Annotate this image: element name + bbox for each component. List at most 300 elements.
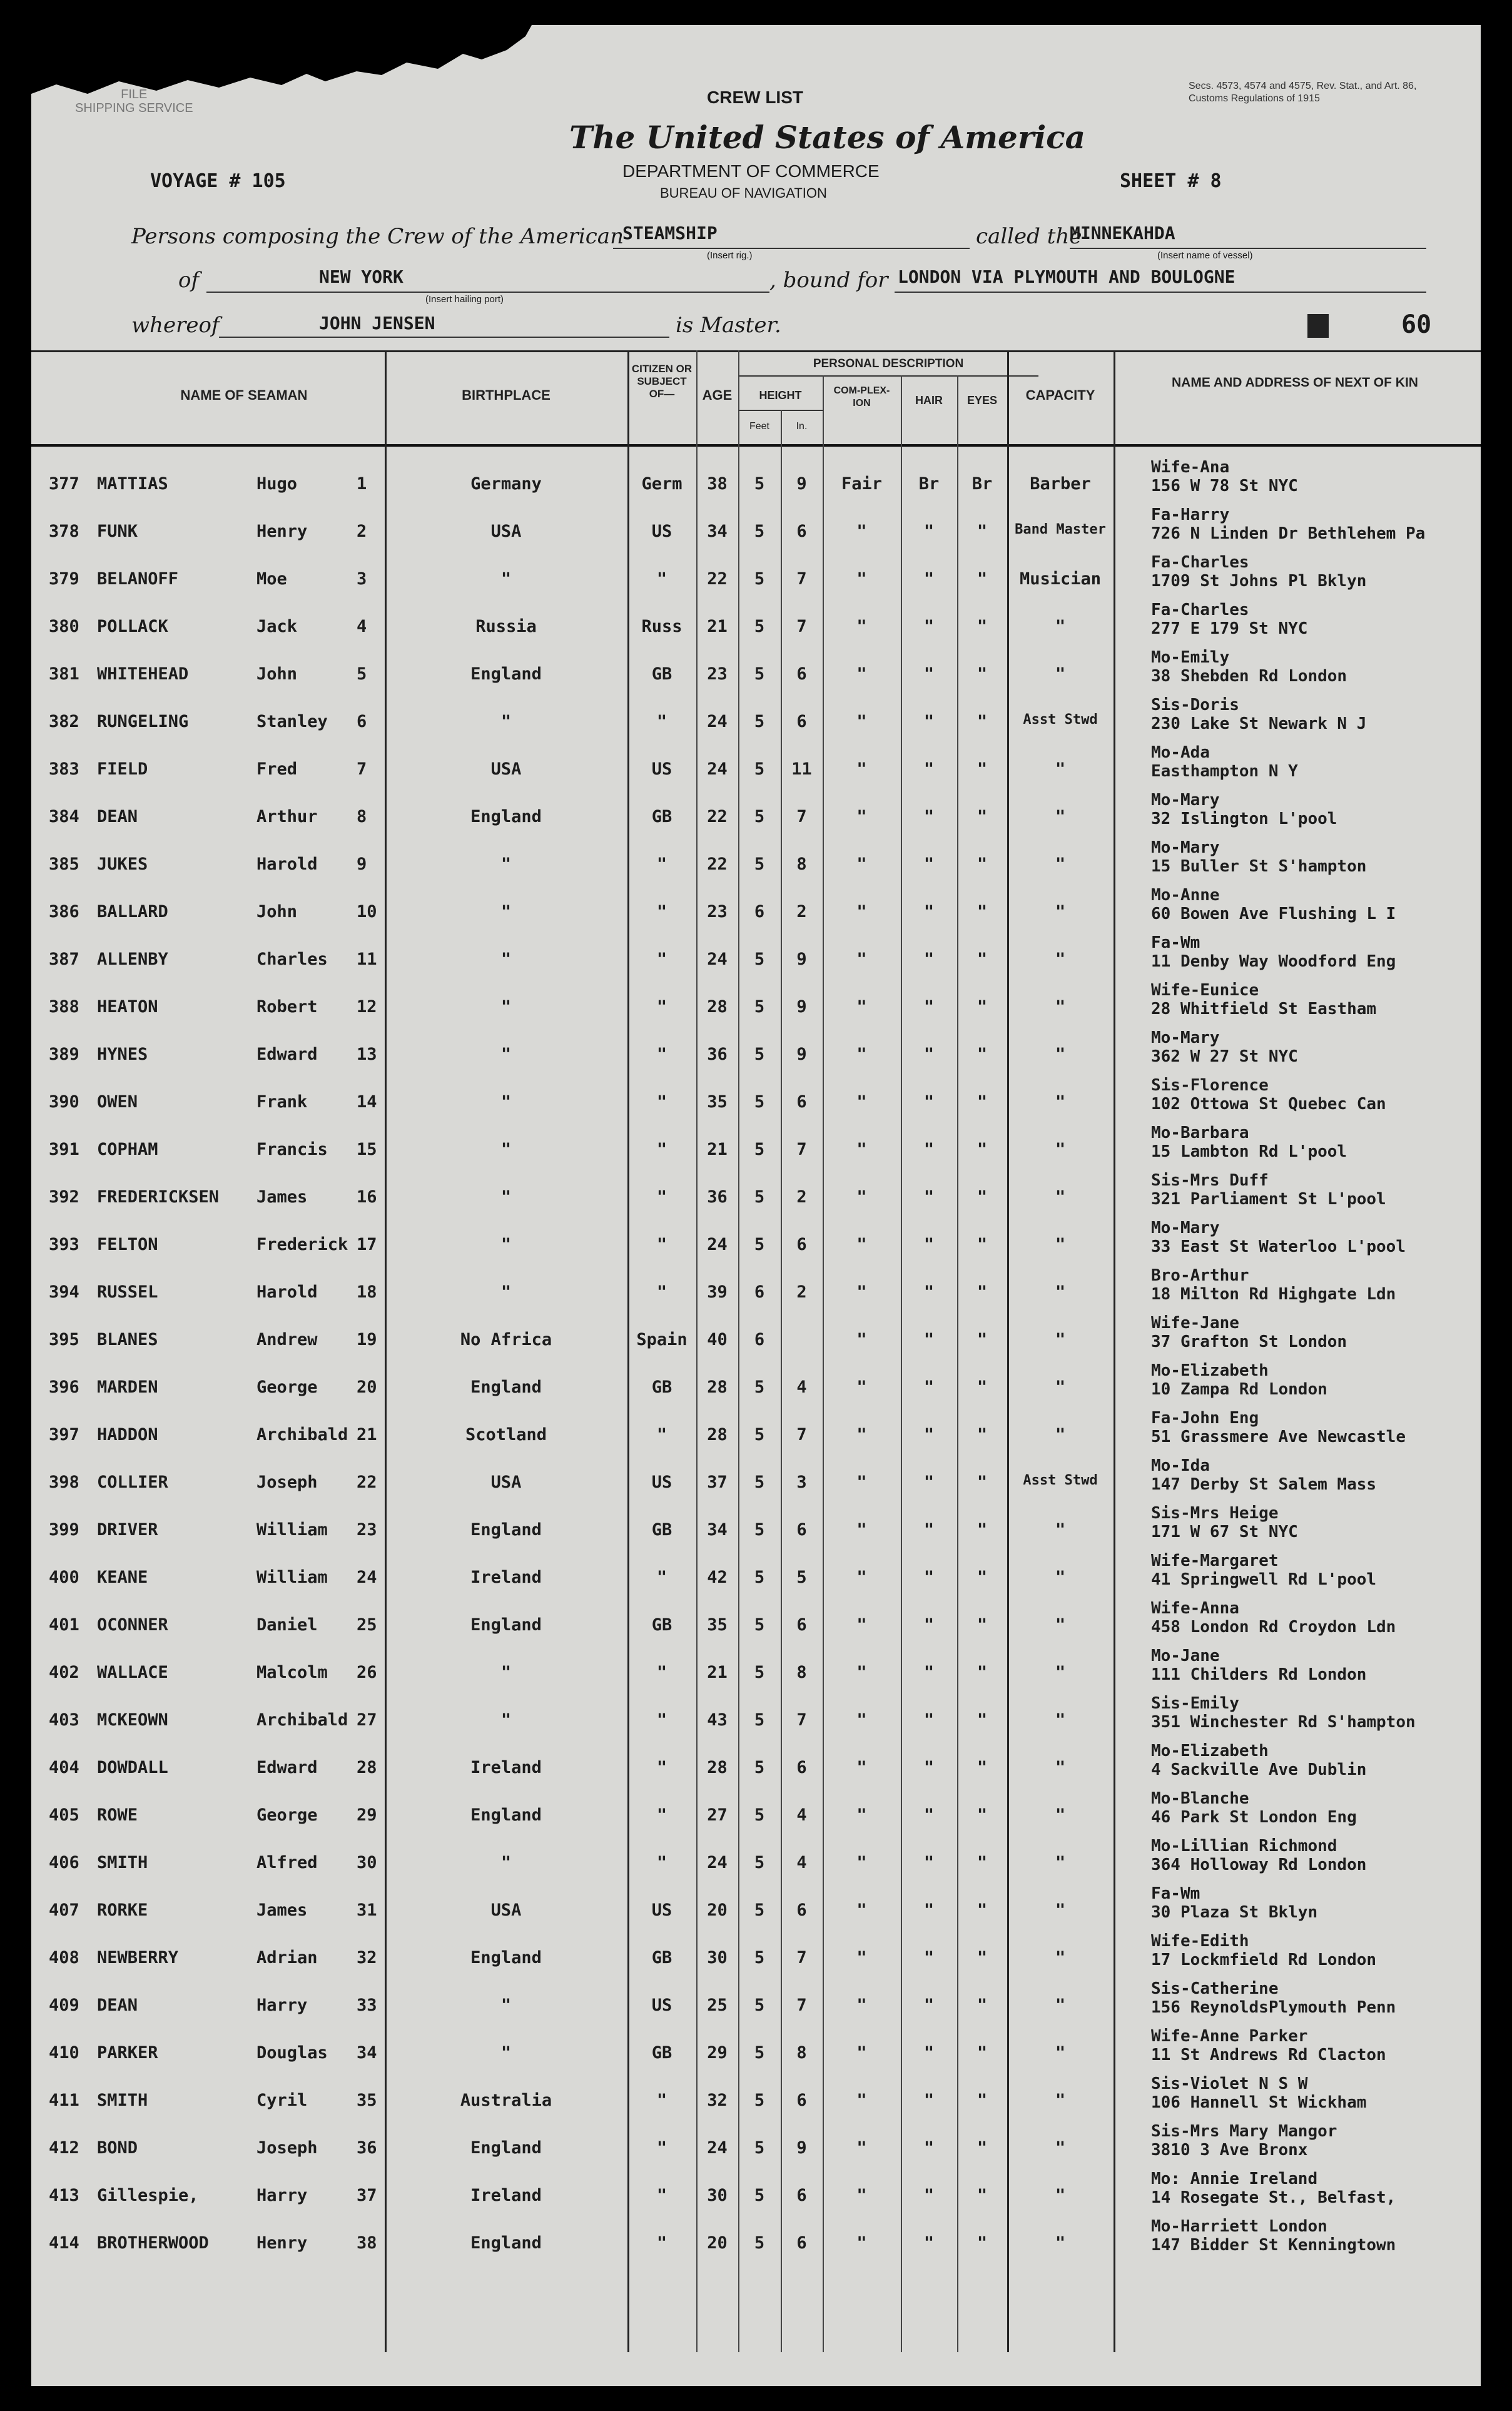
seaman-index: 33 [357, 1996, 377, 2015]
age: 40 [707, 1330, 728, 1349]
complexion: " [856, 2091, 867, 2110]
seaman-surname: DRIVER [97, 1520, 158, 1540]
table-row [31, 2027, 1481, 2079]
birthplace: " [500, 997, 512, 1017]
citizenship: GB [651, 1615, 672, 1635]
height-inches: 9 [796, 1045, 807, 1064]
seaman-surname: FREDERICKSEN [97, 1187, 220, 1207]
seaman-surname: DEAN [97, 807, 138, 826]
table-row [31, 1504, 1481, 1556]
next-of-kin-address: 10 Zampa Rd London [1151, 1380, 1327, 1399]
age: 32 [707, 2091, 728, 2110]
hair-color: " [923, 1948, 935, 1967]
birthplace: " [500, 1140, 512, 1159]
capacity: " [1055, 664, 1066, 684]
seaman-index: 35 [357, 2091, 377, 2110]
row-number: 396 [49, 1378, 79, 1397]
seaman-surname: ALLENBY [97, 950, 168, 969]
eye-color: " [977, 617, 988, 636]
next-of-kin-name: Mo-Anne [1151, 886, 1220, 905]
hair-color: " [923, 1758, 935, 1777]
capacity: " [1055, 1378, 1066, 1397]
birthplace: England [470, 1948, 542, 1967]
table-row [31, 1266, 1481, 1319]
seaman-given-name: James [256, 1187, 308, 1207]
age: 27 [707, 1805, 728, 1825]
crew-list-sheet [31, 25, 1481, 2386]
capacity: " [1055, 997, 1066, 1017]
table-row [31, 458, 1481, 510]
eye-color: " [977, 1140, 988, 1159]
table-row [31, 1456, 1481, 1509]
col-header-personal: PERSONAL DESCRIPTION [813, 357, 964, 370]
capacity: " [1055, 1901, 1066, 1920]
table-row [31, 505, 1481, 558]
seaman-index: 19 [357, 1330, 377, 1349]
height-inches: 9 [796, 997, 807, 1017]
complexion: " [856, 759, 867, 779]
row-number: 408 [49, 1948, 79, 1967]
birthplace: USA [490, 1473, 522, 1492]
citizenship: GB [651, 1520, 672, 1540]
seaman-index: 34 [357, 2043, 377, 2063]
citizenship: US [651, 1473, 672, 1492]
seaman-given-name: John [256, 902, 298, 921]
next-of-kin-name: Mo-Mary [1151, 1028, 1220, 1047]
next-of-kin-name: Mo-Elizabeth [1151, 1361, 1269, 1380]
seaman-given-name: Archibald [256, 1425, 348, 1444]
eye-color: " [977, 2043, 988, 2063]
next-of-kin-name: Mo-Barbara [1151, 1124, 1249, 1142]
citizenship: " [656, 1092, 667, 1112]
height-inches: 5 [796, 1568, 807, 1587]
row-number: 407 [49, 1901, 79, 1920]
height-feet: 5 [754, 1092, 765, 1112]
seaman-surname: RUSSEL [97, 1282, 158, 1302]
seaman-given-name: George [256, 1378, 318, 1397]
complexion: " [856, 1805, 867, 1825]
hair-color: " [923, 1187, 935, 1207]
row-number: 394 [49, 1282, 79, 1302]
age: 24 [707, 712, 728, 731]
next-of-kin-name: Sis-Violet N S W [1151, 2074, 1308, 2093]
row-number: 412 [49, 2138, 79, 2158]
row-number: 402 [49, 1663, 79, 1682]
capacity: " [1055, 617, 1066, 636]
next-of-kin-name: Mo-Jane [1151, 1647, 1220, 1665]
seaman-index: 20 [357, 1378, 377, 1397]
age: 21 [707, 617, 728, 636]
capacity: " [1055, 2091, 1066, 2110]
col-header-height: HEIGHT [759, 389, 802, 402]
vessel-hint: (Insert name of vessel) [1157, 250, 1253, 261]
next-of-kin-address: 60 Bowen Ave Flushing L I [1151, 905, 1396, 923]
next-of-kin-name: Fa-John Eng [1151, 1409, 1259, 1428]
form-title: CREW LIST [707, 88, 803, 107]
seaman-index: 17 [357, 1235, 377, 1254]
seaman-given-name: Francis [256, 1140, 328, 1159]
table-row [31, 886, 1481, 938]
col-header-kin: NAME AND ADDRESS OF NEXT OF KIN [1172, 375, 1418, 390]
complexion: " [856, 664, 867, 684]
complexion: " [856, 807, 867, 826]
birthplace: England [470, 1378, 542, 1397]
seaman-surname: DEAN [97, 1996, 138, 2015]
capacity: " [1055, 1045, 1066, 1064]
next-of-kin-address: 458 London Rd Croydon Ldn [1151, 1618, 1396, 1637]
height-feet: 5 [754, 2043, 765, 2063]
hair-color: " [923, 569, 935, 589]
seaman-surname: KEANE [97, 1568, 148, 1587]
complexion: " [856, 1045, 867, 1064]
col-header-citizen: CITIZEN OR SUBJECT OF— [631, 363, 693, 400]
next-of-kin-address: 230 Lake St Newark N J [1151, 714, 1367, 733]
hair-color: " [923, 1425, 935, 1444]
height-feet: 5 [754, 1948, 765, 1967]
seaman-surname: NEWBERRY [97, 1948, 179, 1967]
birthplace: " [500, 855, 512, 874]
seaman-given-name: Joseph [256, 2138, 318, 2158]
height-feet: 5 [754, 617, 765, 636]
complexion: " [856, 2138, 867, 2158]
next-of-kin-address: 4 Sackville Ave Dublin [1151, 1760, 1367, 1779]
whereof-label: whereof [131, 313, 220, 338]
complexion: " [856, 1615, 867, 1635]
citizenship: GB [651, 2043, 672, 2063]
citizenship: " [656, 2091, 667, 2110]
complexion: " [856, 1235, 867, 1254]
seaman-index: 8 [357, 807, 367, 826]
seaman-surname: MCKEOWN [97, 1710, 168, 1730]
seaman-index: 18 [357, 1282, 377, 1302]
citizenship: GB [651, 1378, 672, 1397]
next-of-kin-name: Mo-Emily [1151, 648, 1230, 667]
eye-color: " [977, 1996, 988, 2015]
height-inches: 7 [796, 1996, 807, 2015]
eye-color: Br [972, 474, 993, 494]
seaman-index: 24 [357, 1568, 377, 1587]
eye-color: " [977, 997, 988, 1017]
eye-color: " [977, 1235, 988, 1254]
age: 37 [707, 1473, 728, 1492]
next-of-kin-name: Sis-Florence [1151, 1076, 1269, 1095]
eye-color: " [977, 1330, 988, 1349]
next-of-kin-address: 11 St Andrews Rd Clacton [1151, 2046, 1386, 2064]
seaman-surname: BALLARD [97, 902, 168, 921]
citizenship: " [656, 1568, 667, 1587]
next-of-kin-name: Fa-Wm [1151, 1884, 1200, 1903]
next-of-kin-name: Mo-Mary [1151, 1219, 1220, 1237]
eye-color: " [977, 1425, 988, 1444]
birthplace: Germany [470, 474, 542, 494]
citizenship: US [651, 1996, 672, 2015]
age: 22 [707, 807, 728, 826]
birthplace: Scotland [465, 1425, 547, 1444]
hair-color: " [923, 2138, 935, 2158]
seaman-surname: HEATON [97, 997, 158, 1017]
seaman-index: 4 [357, 617, 367, 636]
row-number: 384 [49, 807, 79, 826]
next-of-kin-address: 111 Childers Rd London [1151, 1665, 1367, 1684]
table-row [31, 648, 1481, 701]
seaman-index: 30 [357, 1853, 377, 1872]
table-row [31, 1884, 1481, 1937]
next-of-kin-name: Fa-Charles [1151, 601, 1249, 619]
hailing-port: NEW YORK [319, 266, 403, 287]
next-of-kin-name: Wife-Anna [1151, 1599, 1239, 1618]
next-of-kin-address: 1709 St Johns Pl Bklyn [1151, 572, 1367, 591]
seaman-index: 3 [357, 569, 367, 589]
row-number: 382 [49, 712, 79, 731]
next-of-kin-address: 147 Bidder St Kenningtown [1151, 2236, 1396, 2255]
citizenship: " [656, 2186, 667, 2205]
seaman-surname: JUKES [97, 855, 148, 874]
citizenship: " [656, 1425, 667, 1444]
next-of-kin-address: 726 N Linden Dr Bethlehem Pa [1151, 524, 1426, 543]
seaman-given-name: Harry [256, 1996, 308, 2015]
seaman-given-name: Harold [256, 1282, 318, 1302]
row-number: 378 [49, 522, 79, 541]
hair-color: " [923, 807, 935, 826]
citizenship: " [656, 712, 667, 731]
eye-color: " [977, 1615, 988, 1635]
complexion: " [856, 1378, 867, 1397]
seaman-index: 14 [357, 1092, 377, 1112]
next-of-kin-address: 102 Ottowa St Quebec Can [1151, 1095, 1386, 1114]
height-feet: 5 [754, 2233, 765, 2253]
seaman-surname: RORKE [97, 1901, 148, 1920]
seaman-index: 16 [357, 1187, 377, 1207]
table-row [31, 1314, 1481, 1366]
citizenship: " [656, 1710, 667, 1730]
birthplace: England [470, 807, 542, 826]
height-feet: 5 [754, 1378, 765, 1397]
row-number: 391 [49, 1140, 79, 1159]
birthplace: England [470, 2233, 542, 2253]
birthplace: " [500, 569, 512, 589]
height-inches: 6 [796, 1615, 807, 1635]
capacity: " [1055, 950, 1066, 969]
seaman-index: 38 [357, 2233, 377, 2253]
table-row [31, 553, 1481, 606]
table-row [31, 1837, 1481, 1889]
citizenship: GB [651, 1948, 672, 1967]
page-number: 60 [1401, 310, 1432, 339]
birthplace: Russia [475, 617, 537, 636]
age: 20 [707, 1901, 728, 1920]
table-row [31, 1028, 1481, 1081]
height-inches: 4 [796, 1853, 807, 1872]
seaman-index: 13 [357, 1045, 377, 1064]
citizenship: " [656, 1045, 667, 1064]
next-of-kin-name: Mo-Blanche [1151, 1789, 1249, 1808]
hair-color: " [923, 1140, 935, 1159]
bureau-heading: BUREAU OF NAVIGATION [660, 185, 827, 201]
capacity: " [1055, 1615, 1066, 1635]
of-label: of [178, 268, 200, 293]
table-row [31, 696, 1481, 748]
complexion: " [856, 1330, 867, 1349]
seaman-given-name: Fred [256, 759, 298, 779]
complexion: " [856, 1901, 867, 1920]
birthplace: England [470, 1520, 542, 1540]
next-of-kin-address: 11 Denby Way Woodford Eng [1151, 952, 1396, 971]
seaman-surname: MARDEN [97, 1378, 158, 1397]
next-of-kin-address: 41 Springwell Rd L'pool [1151, 1570, 1377, 1589]
birthplace: Australia [460, 2091, 552, 2110]
height-inches: 6 [796, 2186, 807, 2205]
next-of-kin-name: Mo-Elizabeth [1151, 1742, 1269, 1760]
capacity: " [1055, 1140, 1066, 1159]
col-header-birthplace: BIRTHPLACE [462, 387, 551, 403]
next-of-kin-address: 46 Park St London Eng [1151, 1808, 1357, 1827]
table-row [31, 1076, 1481, 1129]
birthplace: Ireland [470, 2186, 542, 2205]
citizenship: " [656, 1758, 667, 1777]
age: 39 [707, 1282, 728, 1302]
age: 42 [707, 1568, 728, 1587]
capacity: " [1055, 1710, 1066, 1730]
height-feet: 5 [754, 1758, 765, 1777]
next-of-kin-name: Wife-Edith [1151, 1932, 1249, 1951]
eye-color: " [977, 1805, 988, 1825]
is-master-label: is Master. [676, 313, 781, 338]
table-row [31, 933, 1481, 986]
eye-color: " [977, 1758, 988, 1777]
col-header-hair: HAIR [915, 394, 943, 407]
hair-color: " [923, 2043, 935, 2063]
height-inches: 11 [791, 759, 812, 779]
hair-color: " [923, 1805, 935, 1825]
age: 25 [707, 1996, 728, 2015]
table-row [31, 981, 1481, 1033]
table-row [31, 1694, 1481, 1747]
row-number: 410 [49, 2043, 79, 2063]
statute-reference: Secs. 4573, 4574 and 4575, Rev. Stat., and Art. 86, Customs Regulations of 1915 [1189, 81, 1417, 104]
seaman-given-name: Frederick [256, 1235, 348, 1254]
seaman-surname: BELANOFF [97, 569, 179, 589]
seaman-given-name: William [256, 1520, 328, 1540]
hair-color: " [923, 2233, 935, 2253]
complexion: " [856, 2186, 867, 2205]
country-heading: The United States of America [569, 119, 1086, 156]
seaman-index: 31 [357, 1901, 377, 1920]
height-feet: 5 [754, 855, 765, 874]
eye-color: " [977, 1948, 988, 1967]
height-feet: 5 [754, 759, 765, 779]
row-number: 393 [49, 1235, 79, 1254]
seaman-given-name: Harry [256, 2186, 308, 2205]
hair-color: " [923, 1615, 935, 1635]
next-of-kin-name: Mo-Mary [1151, 838, 1220, 857]
next-of-kin-address: 364 Holloway Rd London [1151, 1855, 1367, 1874]
next-of-kin-name: Sis-Emily [1151, 1694, 1239, 1713]
vessel-name: MINNEKAHDA [1070, 223, 1175, 243]
height-feet: 5 [754, 1710, 765, 1730]
height-feet: 5 [754, 1425, 765, 1444]
height-feet: 6 [754, 1282, 765, 1302]
next-of-kin-address: 17 Lockmfield Rd London [1151, 1951, 1377, 1969]
capacity: " [1055, 902, 1066, 921]
table-row [31, 1551, 1481, 1604]
eye-color: " [977, 855, 988, 874]
row-number: 388 [49, 997, 79, 1017]
height-inches: 9 [796, 474, 807, 494]
height-feet: 5 [754, 569, 765, 589]
hair-color: " [923, 1901, 935, 1920]
complexion: " [856, 1282, 867, 1302]
capacity: Asst Stwd [1023, 712, 1098, 728]
table-row [31, 2122, 1481, 2175]
age: 23 [707, 664, 728, 684]
age: 28 [707, 1378, 728, 1397]
hair-color: Br [918, 474, 940, 494]
citizenship: GB [651, 664, 672, 684]
height-feet: 5 [754, 1901, 765, 1920]
seaman-index: 27 [357, 1710, 377, 1730]
height-inches: 7 [796, 807, 807, 826]
age: 24 [707, 2138, 728, 2158]
seaman-given-name: Stanley [256, 712, 328, 731]
row-number: 387 [49, 950, 79, 969]
height-inches: 7 [796, 1710, 807, 1730]
table-row [31, 1932, 1481, 1984]
seaman-index: 15 [357, 1140, 377, 1159]
next-of-kin-address: 147 Derby St Salem Mass [1151, 1475, 1377, 1494]
age: 34 [707, 522, 728, 541]
height-feet: 6 [754, 902, 765, 921]
hair-color: " [923, 1282, 935, 1302]
hair-color: " [923, 1853, 935, 1872]
seaman-index: 36 [357, 2138, 377, 2158]
citizenship: " [656, 997, 667, 1017]
birthplace: " [500, 712, 512, 731]
row-number: 409 [49, 1996, 79, 2015]
capacity: Asst Stwd [1023, 1473, 1098, 1488]
seaman-index: 28 [357, 1758, 377, 1777]
capacity: " [1055, 1092, 1066, 1112]
complexion: " [856, 1710, 867, 1730]
table-row [31, 791, 1481, 843]
height-feet: 5 [754, 1473, 765, 1492]
eye-color: " [977, 712, 988, 731]
hair-color: " [923, 2186, 935, 2205]
seaman-given-name: Moe [256, 569, 287, 589]
age: 34 [707, 1520, 728, 1540]
hair-color: " [923, 1235, 935, 1254]
table-row [31, 1742, 1481, 1794]
hair-color: " [923, 1663, 935, 1682]
capacity: " [1055, 1853, 1066, 1872]
complexion: Fair [841, 474, 883, 494]
crew-table [31, 350, 1481, 2352]
row-number: 377 [49, 474, 79, 494]
birthplace: " [500, 1663, 512, 1682]
birthplace: " [500, 950, 512, 969]
eye-color: " [977, 759, 988, 779]
col-header-feet: Feet [749, 421, 769, 432]
complexion: " [856, 855, 867, 874]
complexion: " [856, 1853, 867, 1872]
seaman-surname: OCONNER [97, 1615, 168, 1635]
table-row [31, 1219, 1481, 1271]
seaman-given-name: John [256, 664, 298, 684]
bound-for-label: , bound for [769, 268, 888, 293]
sheet-number: SHEET # 8 [1120, 170, 1222, 192]
next-of-kin-address: 15 Buller St S'hampton [1151, 857, 1367, 876]
birthplace: " [500, 2043, 512, 2063]
complexion: " [856, 617, 867, 636]
